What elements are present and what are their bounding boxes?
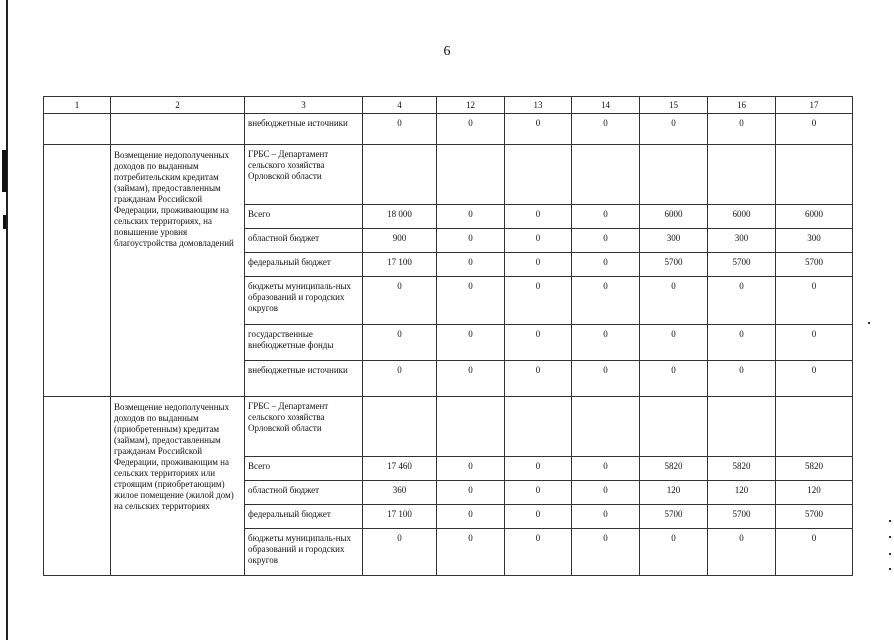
value-cell: 0 xyxy=(437,205,505,229)
empty-cell xyxy=(708,145,776,205)
empty-cell xyxy=(111,114,245,145)
value-cell: 0 xyxy=(363,325,437,361)
value-cell: 0 xyxy=(437,529,505,576)
funding-source-label: внебюджетные источники xyxy=(245,114,363,145)
empty-cell xyxy=(572,397,640,457)
value-cell: 0 xyxy=(505,529,572,576)
value-cell: 17 100 xyxy=(363,505,437,529)
value-cell: 300 xyxy=(776,229,853,253)
scan-dot xyxy=(889,568,891,570)
value-cell: 0 xyxy=(572,529,640,576)
value-cell: 0 xyxy=(437,253,505,277)
empty-cell xyxy=(363,397,437,457)
value-cell: 0 xyxy=(363,277,437,325)
value-cell: 0 xyxy=(708,114,776,145)
column-header: 2 xyxy=(111,97,245,114)
measure-number-cell xyxy=(44,145,111,397)
empty-cell xyxy=(776,397,853,457)
value-cell: 0 xyxy=(776,277,853,325)
column-header: 16 xyxy=(708,97,776,114)
value-cell: 0 xyxy=(708,529,776,576)
column-header: 12 xyxy=(437,97,505,114)
scan-dot xyxy=(868,322,870,324)
value-cell: 120 xyxy=(708,481,776,505)
value-cell: 0 xyxy=(776,529,853,576)
value-cell: 0 xyxy=(363,361,437,397)
value-cell: 5820 xyxy=(640,457,708,481)
value-cell: 0 xyxy=(505,253,572,277)
value-cell: 5700 xyxy=(708,505,776,529)
value-cell: 0 xyxy=(572,229,640,253)
value-cell: 5820 xyxy=(776,457,853,481)
value-cell: 0 xyxy=(505,361,572,397)
value-cell: 300 xyxy=(708,229,776,253)
value-cell: 0 xyxy=(640,277,708,325)
measure-number-cell xyxy=(44,397,111,576)
scan-mark xyxy=(3,215,6,229)
value-cell: 0 xyxy=(572,457,640,481)
value-cell: 17 460 xyxy=(363,457,437,481)
value-cell: 6000 xyxy=(776,205,853,229)
empty-cell xyxy=(437,145,505,205)
measure-description: Возмещение недополученных доходов по выданным потребительским кредитам (займам), предоставленным гражданам Российской Федерации, проживающим на сельских территориях, на повышение уровня благоустройства домовладений xyxy=(111,145,245,397)
value-cell: 0 xyxy=(505,481,572,505)
value-cell: 0 xyxy=(776,325,853,361)
value-cell: 0 xyxy=(437,277,505,325)
value-cell: 6000 xyxy=(708,205,776,229)
value-cell: 0 xyxy=(572,361,640,397)
funding-source-label: федеральный бюджет xyxy=(245,505,363,529)
value-cell: 0 xyxy=(776,361,853,397)
value-cell: 17 100 xyxy=(363,253,437,277)
value-cell: 5700 xyxy=(776,253,853,277)
value-cell: 0 xyxy=(640,325,708,361)
value-cell: 360 xyxy=(363,481,437,505)
value-cell: 5820 xyxy=(708,457,776,481)
measure-description: Возмещение недополученных доходов по выданным (приобретенным) кредитам (займам), предоставленным гражданам Российской Федерации, проживающим на сельских территориях или строящим (приобретающим) жилое помещение (жилой дом) на сельских территориях xyxy=(111,397,245,576)
value-cell: 0 xyxy=(437,325,505,361)
scan-left-edge xyxy=(6,0,8,640)
value-cell: 120 xyxy=(776,481,853,505)
value-cell: 0 xyxy=(708,361,776,397)
value-cell: 0 xyxy=(437,481,505,505)
funding-source-label: бюджеты муниципаль-ных образований и городских округов xyxy=(245,529,363,576)
value-cell: 300 xyxy=(640,229,708,253)
value-cell: 5700 xyxy=(640,253,708,277)
value-cell: 0 xyxy=(572,114,640,145)
value-cell: 0 xyxy=(572,205,640,229)
value-cell: 0 xyxy=(437,505,505,529)
value-cell: 0 xyxy=(776,114,853,145)
value-cell: 0 xyxy=(437,114,505,145)
value-cell: 5700 xyxy=(640,505,708,529)
column-header: 17 xyxy=(776,97,853,114)
value-cell: 0 xyxy=(572,481,640,505)
value-cell: 0 xyxy=(640,114,708,145)
value-cell: 0 xyxy=(437,229,505,253)
table-row xyxy=(44,397,853,457)
column-header: 15 xyxy=(640,97,708,114)
empty-cell xyxy=(44,114,111,145)
value-cell: 0 xyxy=(572,505,640,529)
empty-cell xyxy=(572,145,640,205)
value-cell: 0 xyxy=(505,114,572,145)
value-cell: 0 xyxy=(640,361,708,397)
value-cell: 900 xyxy=(363,229,437,253)
value-cell: 0 xyxy=(505,325,572,361)
value-cell: 0 xyxy=(708,277,776,325)
value-cell: 5700 xyxy=(708,253,776,277)
value-cell: 0 xyxy=(437,361,505,397)
value-cell: 0 xyxy=(505,505,572,529)
column-header: 14 xyxy=(572,97,640,114)
value-cell: 0 xyxy=(505,205,572,229)
scan-mark xyxy=(2,150,7,192)
value-cell: 0 xyxy=(363,114,437,145)
funding-source-label: областной бюджет xyxy=(245,229,363,253)
value-cell: 0 xyxy=(505,457,572,481)
funding-source-label: Всего xyxy=(245,457,363,481)
grbs-label: ГРБС – Департамент сельского хозяйства Орловской области xyxy=(245,145,363,205)
scan-dot xyxy=(889,520,891,522)
value-cell: 0 xyxy=(640,529,708,576)
column-header: 13 xyxy=(505,97,572,114)
empty-cell xyxy=(505,397,572,457)
empty-cell xyxy=(776,145,853,205)
value-cell: 0 xyxy=(505,229,572,253)
funding-source-label: внебюджетные источники xyxy=(245,361,363,397)
funding-source-label: областной бюджет xyxy=(245,481,363,505)
value-cell: 0 xyxy=(708,325,776,361)
funding-source-label: государственные внебюджетные фонды xyxy=(245,325,363,361)
value-cell: 0 xyxy=(572,325,640,361)
empty-cell xyxy=(505,145,572,205)
grbs-label: ГРБС – Департамент сельского хозяйства Орловской области xyxy=(245,397,363,457)
value-cell: 6000 xyxy=(640,205,708,229)
value-cell: 0 xyxy=(572,277,640,325)
value-cell: 0 xyxy=(437,457,505,481)
empty-cell xyxy=(437,397,505,457)
empty-cell xyxy=(363,145,437,205)
funding-source-label: Всего xyxy=(245,205,363,229)
empty-cell xyxy=(640,397,708,457)
empty-cell xyxy=(708,397,776,457)
funding-source-label: федеральный бюджет xyxy=(245,253,363,277)
column-header: 3 xyxy=(245,97,363,114)
column-header: 1 xyxy=(44,97,111,114)
value-cell: 0 xyxy=(505,277,572,325)
scan-dot xyxy=(889,536,891,538)
value-cell: 0 xyxy=(572,253,640,277)
value-cell: 120 xyxy=(640,481,708,505)
table-header-row xyxy=(44,97,853,114)
table-row xyxy=(44,145,853,205)
scan-dot xyxy=(889,553,891,555)
empty-cell xyxy=(640,145,708,205)
funding-source-label: бюджеты муниципаль-ных образований и городских округов xyxy=(245,277,363,325)
page-number: 6 xyxy=(443,44,451,59)
value-cell: 18 000 xyxy=(363,205,437,229)
budget-table xyxy=(43,96,853,576)
value-cell: 0 xyxy=(363,529,437,576)
column-header: 4 xyxy=(363,97,437,114)
table-row xyxy=(44,114,853,145)
value-cell: 5700 xyxy=(776,505,853,529)
